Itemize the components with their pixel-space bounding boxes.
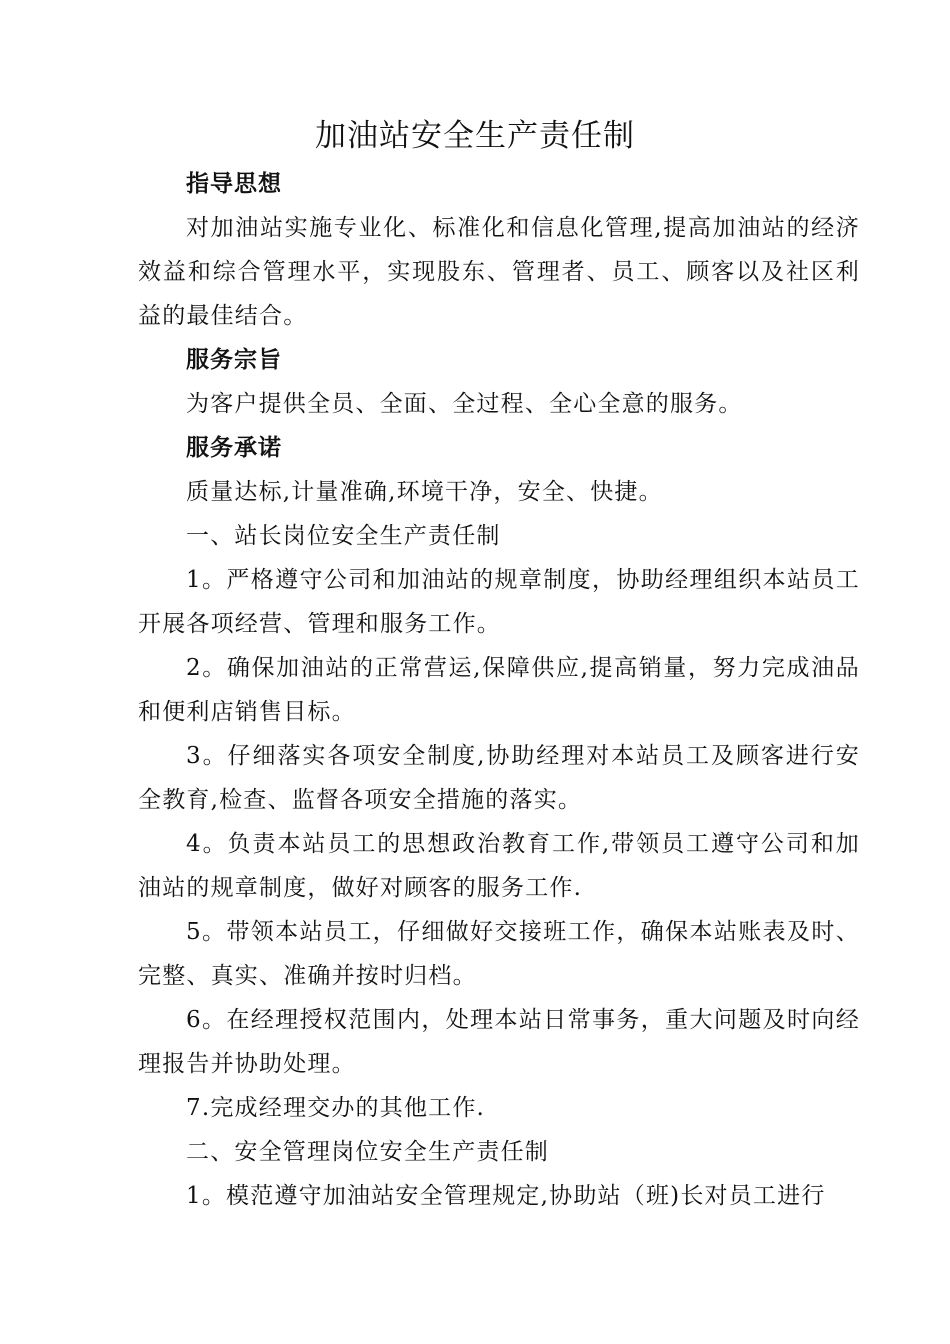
list-item: 7.完成经理交办的其他工作. — [186, 1095, 486, 1121]
list-item: 3。仔细落实各项安全制度,协助经理对本站员工及顾客进行安全教育,检查、监督各项安全措施的落实。 — [138, 743, 860, 813]
paragraph-service-commitment: 质量达标,计量准确,环境干净，安全、快捷。 — [186, 479, 663, 505]
list-item: 5。带领本站员工，仔细做好交接班工作，确保本站账表及时、完整、真实、准确并按时归档。 — [138, 919, 860, 989]
subsection-title-safety-management: 二、安全管理岗位安全生产责任制 — [186, 1139, 549, 1165]
list-item: 6。在经理授权范围内，处理本站日常事务，重大问题及时向经理报告并协助处理。 — [138, 1007, 860, 1077]
list-item: 1。严格遵守公司和加油站的规章制度，协助经理组织本站员工开展各项经营、管理和服务工作。 — [138, 567, 860, 637]
list-item: 4。负责本站员工的思想政治教育工作,带领员工遵守公司和加油站的规章制度，做好对顾客的服务工作. — [138, 831, 860, 901]
section-heading-service-purpose: 服务宗旨 — [186, 347, 282, 373]
section-heading-guiding-ideology: 指导思想 — [186, 171, 282, 197]
subsection-title-station-manager: 一、站长岗位安全生产责任制 — [186, 523, 501, 549]
list-item: 2。确保加油站的正常营运,保障供应,提高销量，努力完成油品和便利店销售目标。 — [138, 655, 860, 725]
document-title: 加油站安全生产责任制 — [315, 118, 635, 154]
paragraph-guiding-ideology: 对加油站实施专业化、标准化和信息化管理,提高加油站的经济效益和综合管理水平，实现股东、管理者、员工、顾客以及社区利益的最佳结合。 — [138, 215, 860, 329]
document-body — [138, 162, 860, 1218]
paragraph-service-purpose: 为客户提供全员、全面、全过程、全心全意的服务。 — [186, 391, 743, 417]
section-heading-service-commitment: 服务承诺 — [186, 435, 282, 461]
list-item: 1。模范遵守加油站安全管理规定,协助站（班)长对员工进行 — [186, 1183, 826, 1209]
